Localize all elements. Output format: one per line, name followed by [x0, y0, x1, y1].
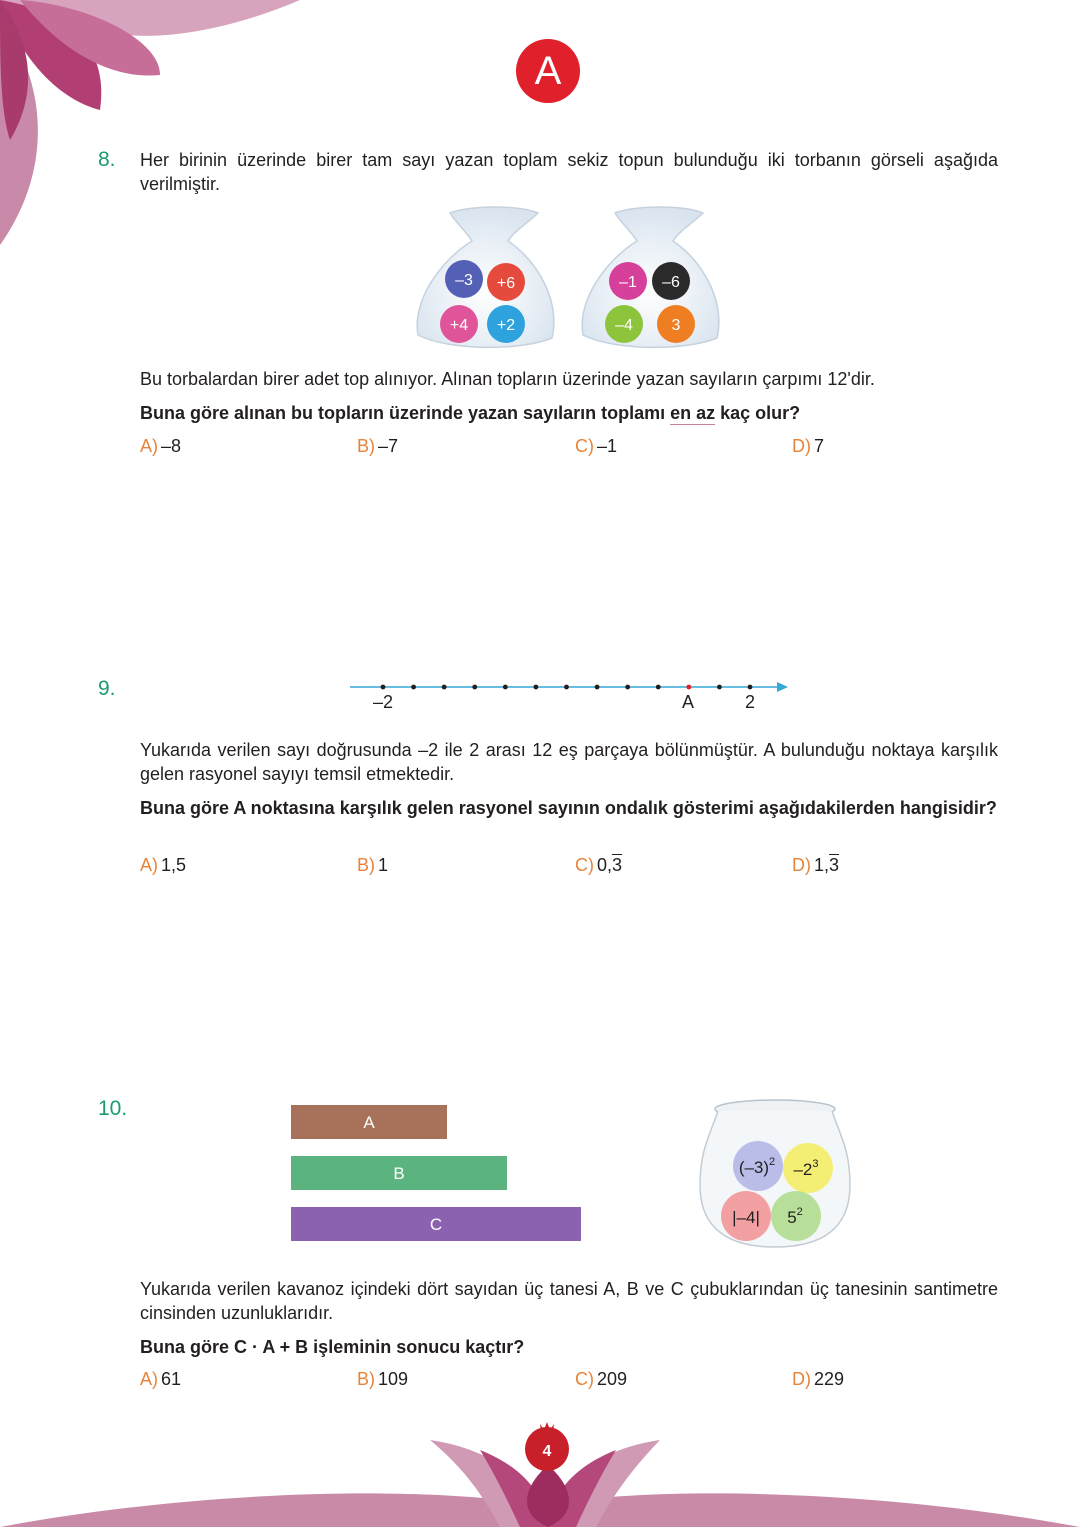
option-letter: B) — [357, 1369, 375, 1389]
question-8-prompt — [140, 401, 998, 425]
question-8-option-a[interactable] — [140, 436, 181, 457]
question-8-prompt-underlined: en az — [670, 403, 716, 423]
number-line-tick — [503, 685, 508, 690]
question-9-option-d[interactable] — [792, 855, 839, 876]
question-9-option-b[interactable] — [357, 855, 388, 876]
question-10-prompt: Buna göre C · A + B işleminin sonucu kaçtır? — [140, 1337, 525, 1357]
option-text: –8 — [161, 436, 182, 456]
option-letter: D) — [792, 855, 811, 875]
number-line-tick — [717, 685, 722, 690]
number-line-tick — [381, 685, 386, 690]
option-letter: D) — [792, 1369, 811, 1389]
question-10-option-c[interactable] — [575, 1369, 627, 1390]
jar-ball-label-4: $5^2$ — [787, 1206, 803, 1227]
option-text: 7 — [814, 436, 825, 456]
question-10-option-a[interactable] — [140, 1369, 181, 1390]
number-line-label-point-a: A — [681, 692, 695, 712]
ball-label-bag1-2: +6 — [496, 275, 516, 292]
option-text: 109 — [378, 1369, 409, 1389]
option-text-integer: 1, — [814, 855, 830, 875]
option-letter: C) — [575, 855, 594, 875]
option-text: –1 — [597, 436, 618, 456]
option-text: –7 — [378, 436, 399, 456]
question-8-number: 8. — [98, 148, 116, 171]
number-line-label-right: 2 — [744, 692, 756, 712]
number-line-point-a — [686, 685, 691, 690]
question-8-option-d[interactable] — [792, 436, 824, 457]
jar-ball-label-3: |–4| — [732, 1208, 760, 1227]
question-8-stem: Bu torbalardan birer adet top alınıyor. Alınan topların üzerinde yazan sayıların çarpımı 12'dir. — [140, 369, 875, 389]
number-line-tick — [411, 685, 416, 690]
number-line-tick — [595, 685, 600, 690]
booklet-type-badge: A — [516, 39, 580, 103]
jar-ball-label-1: $(-3)^2$ — [738, 1156, 776, 1177]
question-8-option-b[interactable] — [357, 436, 398, 457]
option-text: 209 — [597, 1369, 628, 1389]
bars-illustration — [288, 1102, 588, 1247]
question-10-option-d[interactable] — [792, 1369, 844, 1390]
option-letter: B) — [357, 855, 375, 875]
option-text-repeating: 3 — [829, 855, 840, 875]
option-letter: D) — [792, 436, 811, 456]
number-line-tick — [534, 685, 539, 690]
question-9-number: 9. — [98, 677, 116, 700]
option-letter: C) — [575, 1369, 594, 1389]
number-line-tick — [656, 685, 661, 690]
number-line-tick — [625, 685, 630, 690]
bar-label-c: C — [429, 1215, 443, 1234]
bar-label-b: B — [393, 1164, 405, 1183]
ball-label-bag1-4: +2 — [496, 317, 516, 334]
option-text: 229 — [814, 1369, 845, 1389]
number-line-label-left: –2 — [372, 692, 394, 712]
jar-illustration — [690, 1095, 860, 1255]
ball-label-bag2-3: –4 — [615, 317, 633, 334]
question-8-option-c[interactable] — [575, 436, 617, 457]
bags-illustration — [410, 203, 730, 353]
option-letter: A) — [140, 855, 158, 875]
option-letter: B) — [357, 436, 375, 456]
number-line — [340, 670, 800, 720]
option-text: 1,5 — [161, 855, 187, 875]
question-8-prompt-start: Buna göre alınan bu topların üzerinde yazan sayıların toplamı — [140, 403, 671, 423]
option-text-integer: 0, — [597, 855, 613, 875]
ball-label-bag1-3: +4 — [449, 317, 469, 334]
number-line-tick — [472, 685, 477, 690]
jar-ball-label-2: $-2^3$ — [793, 1158, 819, 1179]
number-line-tick — [564, 685, 569, 690]
question-9-option-c[interactable] — [575, 855, 622, 876]
option-text: 1 — [378, 855, 389, 875]
question-10-stem: Yukarıda verilen kavanoz içindeki dört sayıdan üç tanesi A, B ve C çubuklarından üç tanesinin santimetre cinsinden uzunluklarıdır. — [140, 1279, 998, 1323]
question-10-number: 10. — [98, 1097, 128, 1120]
ball-label-bag2-4: 3 — [671, 317, 681, 334]
number-line-tick — [442, 685, 447, 690]
option-letter: A) — [140, 1369, 158, 1389]
question-9-stem: Yukarıda verilen sayı doğrusunda –2 ile 2 arası 12 eş parçaya bölünmüştür. A bulunduğu noktaya karşılık gelen rasyonel sayıyı temsil etmektedir. — [140, 740, 998, 784]
option-text-repeating: 3 — [612, 855, 623, 875]
ball-label-bag1-1: –3 — [455, 272, 473, 289]
ball-label-bag2-2: –6 — [662, 274, 680, 291]
question-8-prompt-end: kaç olur? — [715, 403, 801, 423]
question-9-prompt: Buna göre A noktasına karşılık gelen rasyonel sayının ondalık gösterimi aşağıdakilerden hangisidir? — [140, 798, 997, 818]
option-text: 61 — [161, 1369, 182, 1389]
ball-label-bag2-1: –1 — [619, 274, 637, 291]
corner-petal-decoration — [0, 0, 300, 250]
page-number: 4 — [542, 1443, 552, 1460]
bar-label-a: A — [363, 1113, 375, 1132]
option-letter: C) — [575, 436, 594, 456]
number-line-tick — [748, 685, 753, 690]
footer-lotus-decoration — [0, 1410, 1080, 1527]
question-9-option-a[interactable] — [140, 855, 186, 876]
question-10-option-b[interactable] — [357, 1369, 408, 1390]
question-8-intro: Her birinin üzerinde birer tam sayı yazan toplam sekiz topun bulunduğu iki torbanın görseli aşağıda verilmiştir. — [140, 150, 998, 194]
option-letter: A) — [140, 436, 158, 456]
